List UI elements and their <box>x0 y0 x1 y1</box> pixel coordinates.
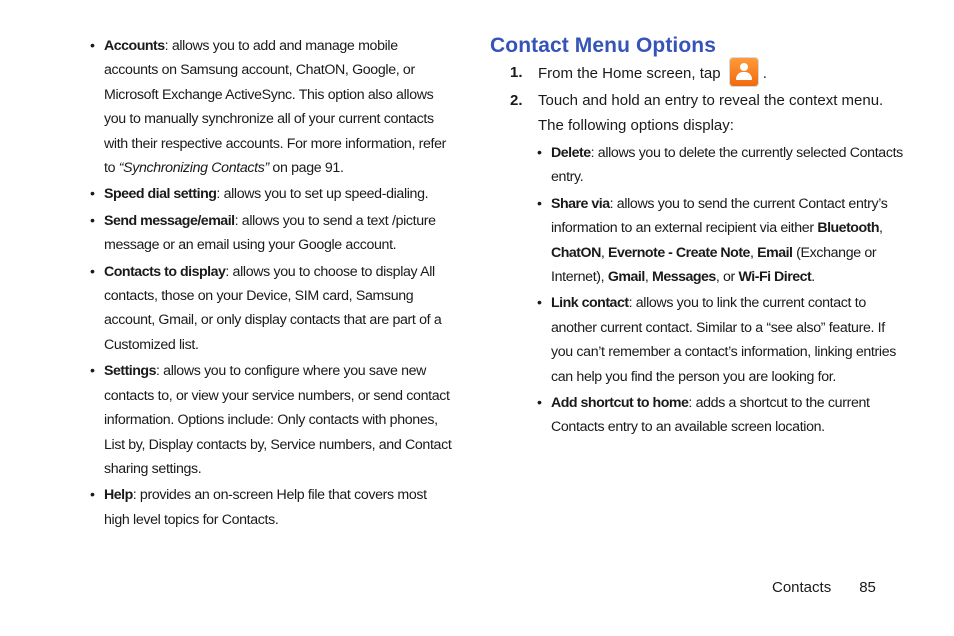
bullet-dot: • <box>90 487 95 504</box>
option-evernote: Evernote - Create Note <box>608 244 750 261</box>
bullet-dot: • <box>537 295 542 312</box>
bullet-speed-dial <box>90 182 455 206</box>
bullet-contacts-to-display <box>90 260 455 358</box>
term-accounts: Accounts <box>104 38 165 54</box>
bullet-link-contact <box>537 291 910 389</box>
option-wifi-direct: Wi-Fi Direct <box>738 269 812 286</box>
separator: , or <box>715 269 739 286</box>
term-share-via: Share via <box>551 195 610 212</box>
desc-accounts-tail: on page 91. <box>268 160 344 177</box>
cross-reference-link[interactable]: “Synchronizing Contacts” <box>118 160 269 177</box>
bullet-dot: • <box>90 38 95 54</box>
step-1 <box>490 60 910 88</box>
section-title: Contact Menu Options <box>490 34 716 57</box>
separator: , <box>644 269 652 286</box>
bullet-settings <box>90 359 455 481</box>
desc-delete: : allows you to delete the currently selected Contacts entry. <box>551 145 903 186</box>
term-contacts-to-display: Contacts to display <box>104 263 226 280</box>
term-settings: Settings <box>104 363 156 380</box>
bullet-send-message <box>90 209 455 258</box>
step-2 <box>490 88 910 138</box>
option-email: Email <box>757 244 793 261</box>
bullet-delete <box>537 141 910 190</box>
option-gmail: Gmail <box>607 269 645 286</box>
term-speed-dial: Speed dial setting <box>104 186 217 203</box>
bullet-dot: • <box>537 145 542 161</box>
desc-speed-dial: : allows you to set up speed-dialing. <box>216 186 429 203</box>
term-send-message: Send message/email <box>104 212 235 229</box>
contacts-app-icon[interactable] <box>730 58 758 86</box>
option-bluetooth: Bluetooth <box>817 220 880 237</box>
step-2-text: Touch and hold an entry to reveal the context menu. The following options display: <box>538 92 884 134</box>
page-footer <box>772 579 876 596</box>
desc-add-shortcut: : adds a shortcut to the current Contacts entry to an available screen location. <box>551 395 870 436</box>
desc-accounts: : allows you to add and manage mobile accounts on Samsung account, ChatON, Google, or Microsoft Exchange ActiveSync. This option also allows you to manually synchronize all of your current contacts with their respective accounts. For more information, refer to <box>104 38 447 177</box>
separator: , <box>600 244 608 261</box>
bullet-dot: • <box>90 212 95 229</box>
term-delete: Delete <box>551 145 591 161</box>
bullet-add-shortcut <box>537 391 910 440</box>
desc-share-via: : allows you to send the current Contact entry’s information to an external recipient via either <box>551 195 888 237</box>
option-chaton: ChatON <box>551 244 601 261</box>
step-number: 1. <box>510 64 523 81</box>
bullet-dot: • <box>90 186 95 203</box>
bullet-dot: • <box>90 263 95 280</box>
step-number: 2. <box>510 92 523 109</box>
footer-section: Contacts <box>772 579 832 596</box>
context-menu-options <box>537 141 910 440</box>
right-column <box>490 34 910 442</box>
bullet-dot: • <box>537 195 542 212</box>
desc-help: : provides an on-screen Help file that covers most high level topics for Contacts. <box>104 487 427 528</box>
separator: , <box>879 220 883 237</box>
bullet-dot: • <box>90 363 95 380</box>
desc-link-contact: : allows you to link the current contact to another current contact. Similar to a “see also” feature. If you can’t remember a contact’s information, linking entries can help you find the person you are looking for. <box>551 295 896 385</box>
desc-contacts-to-display: : allows you to choose to display All contacts, those on your Device, SIM card, Samsung account, Gmail, or only display contacts that are part of a Customized list. <box>104 263 442 353</box>
term-add-shortcut: Add shortcut to home <box>551 395 689 412</box>
left-column <box>90 34 455 534</box>
separator: . <box>811 269 815 286</box>
term-link-contact: Link contact <box>551 295 629 312</box>
bullet-share-via <box>537 192 910 290</box>
desc-email-note: (Exchange or Internet), <box>551 244 877 286</box>
term-help: Help <box>104 487 133 504</box>
separator: , <box>749 244 758 261</box>
step-1-text: From the Home screen, tap <box>538 64 721 82</box>
bullet-accounts <box>90 34 455 180</box>
option-messages: Messages <box>652 269 716 286</box>
step-1-period: . <box>762 64 767 82</box>
desc-send-message: : allows you to send a text /picture message or an email using your Google account. <box>104 212 436 254</box>
page-number: 85 <box>859 579 876 596</box>
bullet-dot: • <box>537 395 542 412</box>
bullet-help <box>90 483 455 532</box>
desc-settings: : allows you to configure where you save new contacts to, or view your service numbers, or send contact information. Options include: Only contacts with phones, List by, Display contacts by, Service numbers, and Contact sharing settings. <box>104 363 452 477</box>
